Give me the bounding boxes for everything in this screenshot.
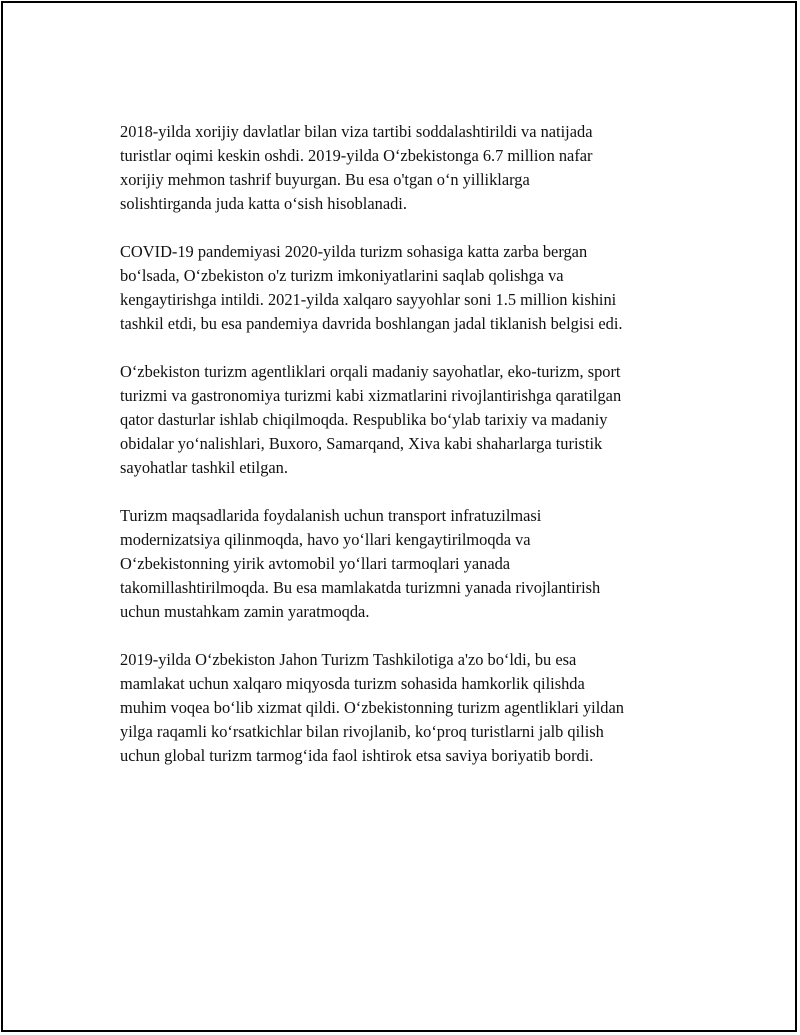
text-line: O‘zbekistonning yirik avtomobil yo‘llari tarmoqlari yanada: [120, 554, 511, 573]
text-line: obidalar yo‘nalishlari, Buxoro, Samarqand, Xiva kabi shaharlarga turistik: [120, 434, 603, 453]
document-body: [120, 120, 700, 792]
paragraph-transport-infrastructure: [120, 504, 700, 624]
paragraph-visa-tourism: [120, 120, 700, 216]
text-line: sayohatlar tashkil etilgan.: [120, 458, 288, 477]
paragraph-covid-recovery: [120, 240, 700, 336]
text-line: 2018-yilda xorijiy davlatlar bilan viza tartibi soddalashtirildi va natijada: [120, 122, 593, 141]
text-line: turistlar oqimi keskin oshdi. 2019-yilda O‘zbekistonga 6.7 million nafar: [120, 146, 593, 165]
text-line: uchun mustahkam zamin yaratmoqda.: [120, 602, 370, 621]
text-line: muhim voqea bo‘lib xizmat qildi. O‘zbekistonning turizm agentliklari yildan: [120, 698, 624, 717]
text-line: mamlakat uchun xalqaro miqyosda turizm sohasida hamkorlik qilishda: [120, 674, 585, 693]
paragraph-world-tourism-organization: [120, 648, 700, 768]
text-line: modernizatsiya qilinmoqda, havo yo‘llari kengaytirilmoqda va: [120, 530, 531, 549]
text-line: takomillashtirilmoqda. Bu esa mamlakatda turizmni yanada rivojlantirish: [120, 578, 601, 597]
text-line: qator dasturlar ishlab chiqilmoqda. Respublika bo‘ylab tarixiy va madaniy: [120, 410, 608, 429]
paragraph-tourism-agencies: [120, 360, 700, 480]
text-line: solishtirganda juda katta o‘sish hisoblanadi.: [120, 194, 407, 213]
text-line: 2019-yilda O‘zbekiston Jahon Turizm Tashkilotiga a'zo bo‘ldi, bu esa: [120, 650, 577, 669]
text-line: bo‘lsada, O‘zbekiston o'z turizm imkoniyatlarini saqlab qolishga va: [120, 266, 564, 285]
text-line: O‘zbekiston turizm agentliklari orqali madaniy sayohatlar, eko-turizm, sport: [120, 362, 621, 381]
text-line: uchun global turizm tarmog‘ida faol ishtirok etsa saviya boriyatib bordi.: [120, 746, 594, 765]
text-line: xorijiy mehmon tashrif buyurgan. Bu esa o'tgan o‘n yilliklarga: [120, 170, 530, 189]
text-line: kengaytirishga intildi. 2021-yilda xalqaro sayyohlar soni 1.5 million kishini: [120, 290, 617, 309]
page-border: [1, 1, 797, 1032]
text-line: Turizm maqsadlarida foydalanish uchun transport infratuzilmasi: [120, 506, 542, 525]
text-line: COVID-19 pandemiyasi 2020-yilda turizm sohasiga katta zarba bergan: [120, 242, 588, 261]
text-line: turizmi va gastronomiya turizmi kabi xizmatlarini rivojlantirishga qaratilgan: [120, 386, 622, 405]
text-line: yilga raqamli ko‘rsatkichlar bilan rivojlanib, ko‘proq turistlarni jalb qilish: [120, 722, 604, 741]
text-line: tashkil etdi, bu esa pandemiya davrida boshlangan jadal tiklanish belgisi edi.: [120, 314, 623, 333]
